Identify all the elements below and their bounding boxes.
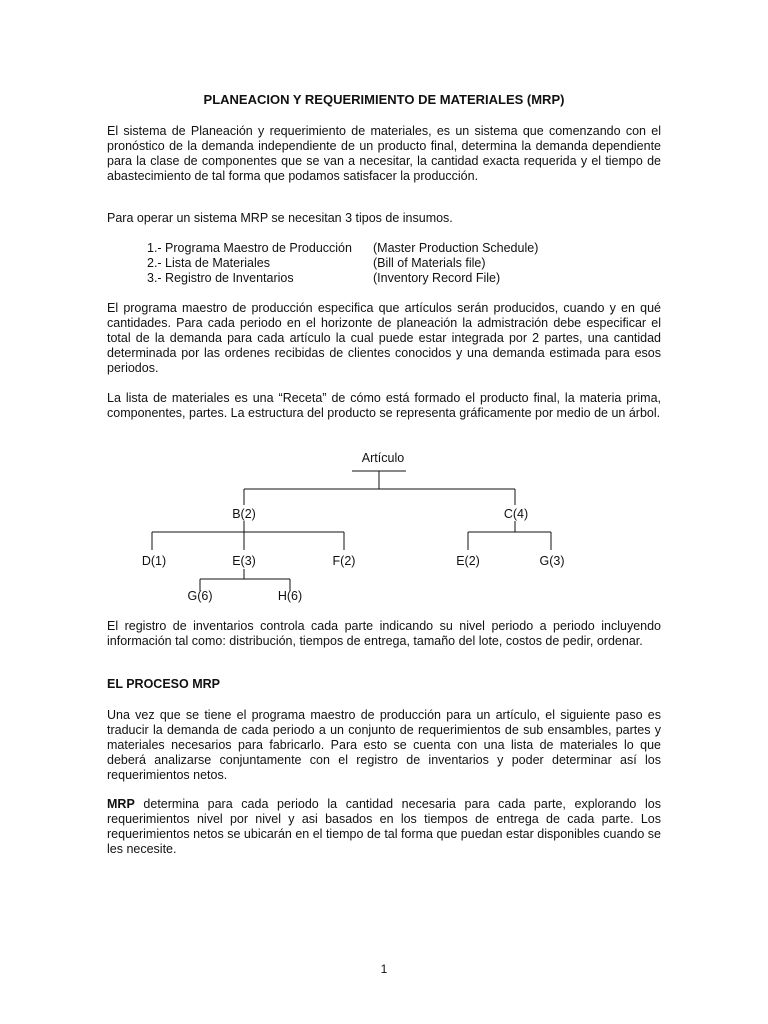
tree-node-d1: D(1)	[141, 554, 167, 568]
mrp-bold-term: MRP	[107, 797, 135, 811]
section-heading: EL PROCESO MRP	[107, 677, 220, 691]
tree-node-b: B(2)	[232, 507, 256, 521]
inventory-paragraph: El registro de inventarios controla cada parte indicando su nivel periodo a periodo incluyendo información tal como: distribución, tiempos de entrega, tamaño del lote, costos de pedir, ordenar.	[107, 619, 661, 648]
page-title: PLANEACION Y REQUERIMIENTO DE MATERIALES (MRP)	[203, 92, 565, 107]
bom-paragraph: La lista de materiales es una “Receta” de cómo está formado el producto final, la materia prima, componentes, partes. La estructura del producto se representa gráficamente por medio de un árbol.	[107, 391, 661, 420]
product-structure-tree	[0, 440, 768, 610]
tree-node-c: C(4)	[503, 507, 529, 521]
tree-node-root: Artículo	[361, 451, 405, 465]
list-item	[147, 241, 538, 256]
input-english: (Master Production Schedule)	[373, 241, 539, 255]
process-paragraph: Una vez que se tiene el programa maestro de producción para un artículo, el siguiente paso es traducir la demanda de cada periodo a un conjunto de requerimientos de sub ensambles, partes y materiales necesarios para fabricarlo. Para esto se cuenta con una lista de materiales lo que deberá analizarse conjuntamente con el registro de inventarios y poder determinar así los requerimientos netos.	[107, 708, 661, 782]
input-english: (Inventory Record File)	[373, 271, 501, 285]
tree-node-g6: G(6)	[187, 589, 213, 603]
list-item	[147, 271, 538, 286]
master-schedule-paragraph: El programa maestro de producción especifica que artículos serán producidos, cuando y en qué cantidades. Para cada periodo en el horizonte de planeación la admistración debe especificar el total de la demanda para cada artículo la cual puede estar integrada por 2 partes, una cantidad determinada por las ordenes recibidas de clientes conocidos y una demanda estimada para esos periodos.	[107, 301, 661, 375]
tree-node-e3: E(3)	[232, 554, 256, 568]
tree-node-g3: G(3)	[539, 554, 565, 568]
page-number: 1	[380, 962, 388, 976]
inputs-intro: Para operar un sistema MRP se necesitan 3 tipos de insumos.	[107, 211, 453, 225]
mrp-paragraph	[107, 797, 661, 857]
tree-node-h6: H(6)	[277, 589, 303, 603]
inputs-list	[147, 241, 538, 286]
input-name: 3.- Registro de Inventarios	[147, 271, 294, 285]
mrp-paragraph-text: determina para cada periodo la cantidad necesaria para cada parte, explorando los requerimientos nivel por nivel y asi basados en los tiempos de entrega de cada parte. Los requerimientos netos se ubicarán en el tiempo de tal forma que puedan estar disponibles cuando se les necesite.	[107, 797, 661, 856]
list-item	[147, 256, 538, 271]
intro-paragraph: El sistema de Planeación y requerimiento de materiales, es un sistema que comenzando con el pronóstico de la demanda independiente de un producto final, determina la demanda dependiente para la clase de componentes que se van a necesitar, la cantidad exacta requerida y el tiempo de abastecimiento de tal forma que podamos satisfacer la producción.	[107, 124, 661, 183]
input-name: 1.- Programa Maestro de Producción	[147, 241, 352, 255]
tree-node-e2: E(2)	[456, 554, 480, 568]
tree-node-f2: F(2)	[332, 554, 356, 568]
input-name: 2.- Lista de Materiales	[147, 256, 270, 270]
input-english: (Bill of Materials file)	[373, 256, 486, 270]
